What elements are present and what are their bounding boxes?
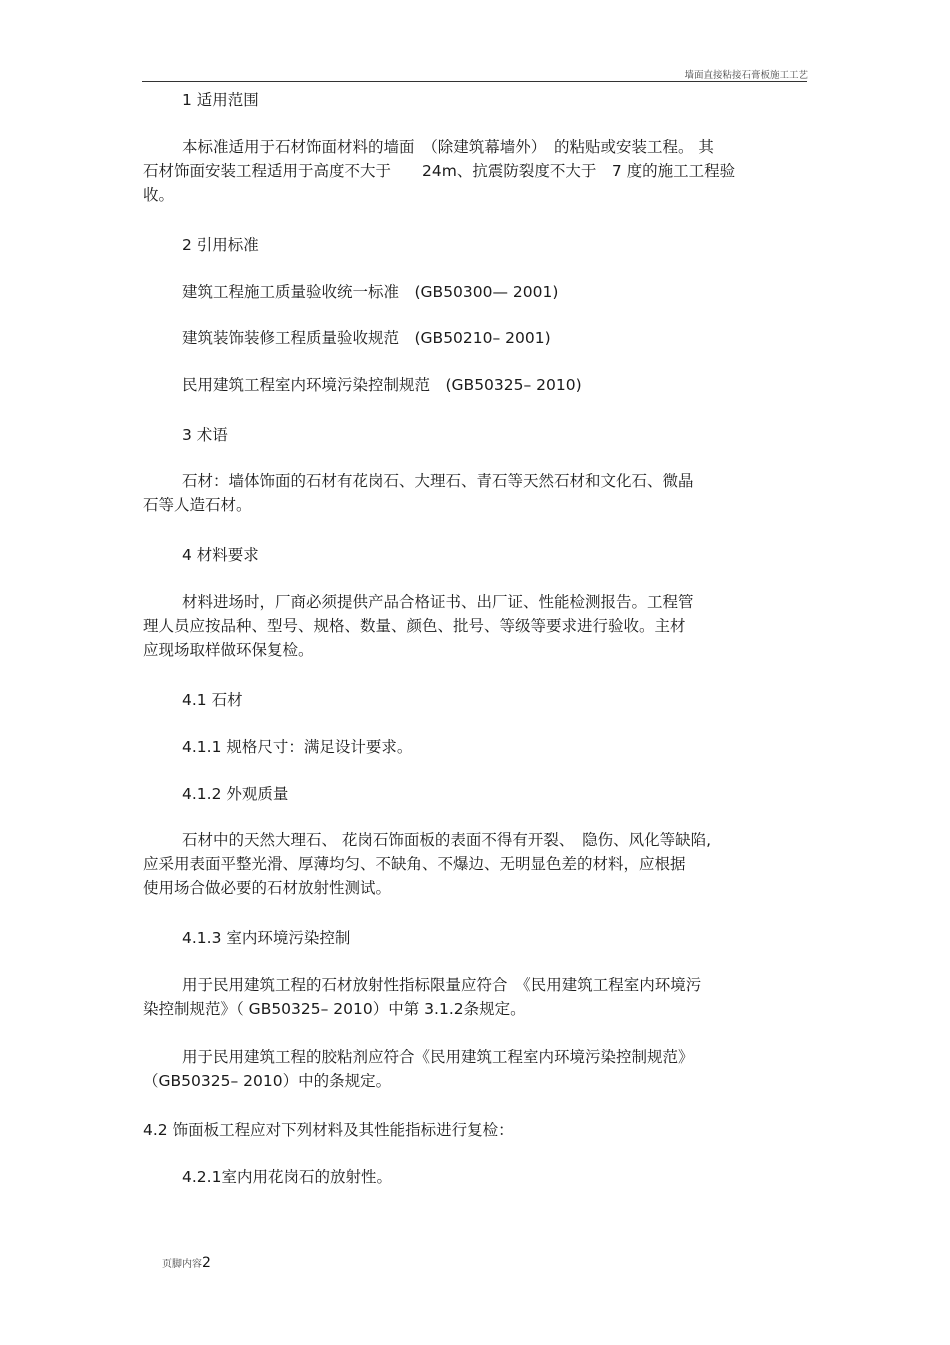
section-1-paragraph-line: 本标准适用于石材饰面材料的墙面 （除建筑幕墙外） 的粘贴或安装工程。 其 <box>182 138 714 156</box>
section-3-heading: 3 术语 <box>182 426 228 444</box>
section-4-1-3-paragraph-line: 染控制规范》（ GB50325– 2010）中第 3.1.2条规定。 <box>143 1000 526 1018</box>
section-4-1-3-paragraph-line: （GB50325– 2010）中的条规定。 <box>143 1072 392 1090</box>
section-1-paragraph-line: 石材饰面安装工程适用于高度不大于 24m、抗震防裂度不大于 7 度的施工工程验 <box>143 162 736 180</box>
section-4-1-3-paragraph-line: 用于民用建筑工程的石材放射性指标限量应符合 《民用建筑工程室内环境污 <box>182 976 702 994</box>
clause-4-2-1: 4.2.1室内用花岗石的放射性。 <box>182 1168 392 1186</box>
section-4-paragraph-line: 材料进场时，厂商必须提供产品合格证书、出厂证、性能检测报告。工程管 <box>182 593 694 611</box>
section-4-1-3-paragraph-line: 用于民用建筑工程的胶粘剂应符合《民用建筑工程室内环境污染控制规范》 <box>182 1048 694 1066</box>
section-4-1-2-paragraph-line: 石材中的天然大理石、 花岗石饰面板的表面不得有开裂、 隐伤、风化等缺陷, <box>182 831 712 849</box>
section-2-heading: 2 引用标准 <box>182 236 259 254</box>
clause-4-1-1: 4.1.1 规格尺寸：满足设计要求。 <box>182 738 413 756</box>
reference-standard-2: 建筑装饰装修工程质量验收规范 (GB50210– 2001) <box>182 329 551 347</box>
page-footer <box>162 1252 211 1271</box>
section-4-1-2-paragraph-line: 应采用表面平整光滑、厚薄均匀、不缺角、不爆边、无明显色差的材料，应根据 <box>143 855 686 873</box>
section-3-paragraph-line: 石等人造石材。 <box>143 496 252 514</box>
section-4-2-heading: 4.2 饰面板工程应对下列材料及其性能指标进行复检： <box>143 1121 514 1139</box>
section-1-heading: 1 适用范围 <box>182 91 259 109</box>
section-1-paragraph-line: 收。 <box>143 186 175 204</box>
section-4-1-2-paragraph-line: 使用场合做必要的石材放射性测试。 <box>143 879 392 897</box>
reference-standard-3: 民用建筑工程室内环境污染控制规范 (GB50325– 2010) <box>182 376 582 394</box>
running-header: 墙面直接粘接石膏板施工工艺 <box>684 70 808 81</box>
section-4-1-2-heading: 4.1.2 外观质量 <box>182 785 289 803</box>
section-4-heading: 4 材料要求 <box>182 546 259 564</box>
section-4-paragraph-line: 应现场取样做环保复检。 <box>143 641 314 659</box>
section-4-1-3-heading: 4.1.3 室内环境污染控制 <box>182 929 351 947</box>
footer-label: 页脚内容 <box>162 1259 202 1270</box>
section-4-1-heading: 4.1 石材 <box>182 691 243 709</box>
page-number: 2 <box>202 1255 211 1271</box>
reference-standard-1: 建筑工程施工质量验收统一标准 (GB50300— 2001) <box>182 283 559 301</box>
section-4-paragraph-line: 理人员应按品种、型号、规格、数量、颜色、批号、等级等要求进行验收。主材 <box>143 617 686 635</box>
section-3-paragraph-line: 石材：墙体饰面的石材有花岗石、大理石、青石等天然石材和文化石、微晶 <box>182 472 694 490</box>
header-rule <box>142 81 807 82</box>
